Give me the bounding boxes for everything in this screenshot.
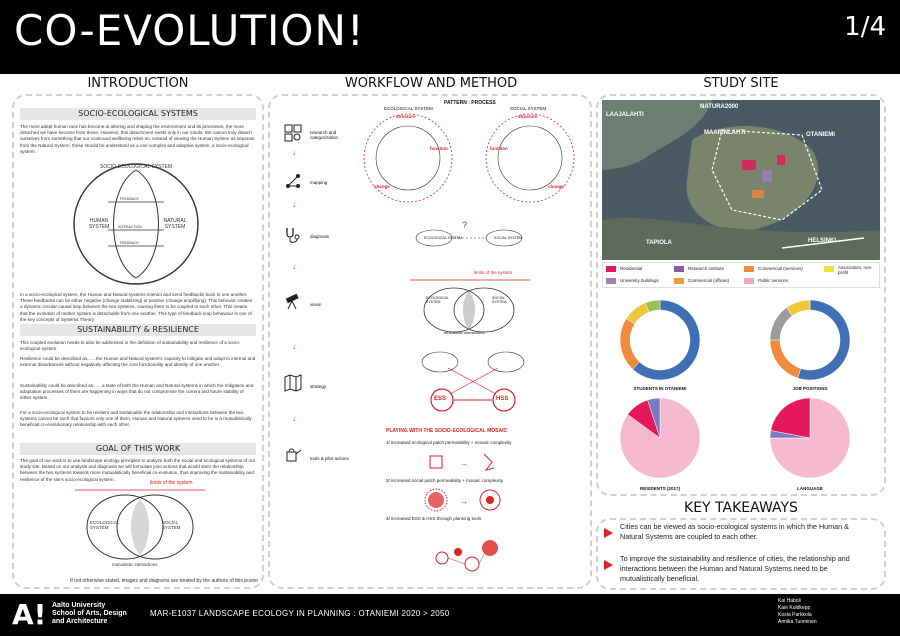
legend-university: University buildings [620, 278, 659, 283]
telescope-icon [284, 292, 302, 310]
step-mapping: mapping [310, 180, 328, 185]
footer-bar [0, 594, 900, 636]
play-item-3: 3/ increased ESS & HSS through planning tools [386, 516, 482, 521]
author: Kaie Kuldkepp [778, 605, 811, 611]
chart-caption-residents: RESIDENTS (2017) [639, 486, 680, 491]
university-name: Aalto University School of Arts, Design and Architecture [52, 602, 127, 625]
takeaway-2: To improve the sustainability and resilience of cities, the relationship and interactions between the Human and Natural Systems need to be mutualistically beneficial. [620, 554, 850, 583]
mosaic-diagrams [424, 448, 544, 588]
research-icon [284, 124, 302, 142]
chart-caption-jobs: JOB POSITIONS [792, 386, 828, 391]
soc-structure-label: structure [518, 114, 538, 119]
goal-paragraph: The goal of our work is to use landscape ecology principles to analyze both the social and ecological systems of our study site. Based on our analysis and diagnosis we will formulate joint actions that would steer the relationship between the two systems towards more mutualistically beneficial co-evolution, thus improving the sustainability and resilience of the site's socio-ecological system. [20, 458, 256, 482]
intro-paragraph-2: In a socio-ecological system, the Human and Natural systems interact and send feedbacks back to one another. These feedbacks can be either negative (change stabilizing) or positive (change amplifying). This behavior creates a dynamic circular causal loop between the two systems, causing them to be coupled to each other. This means that the evolution of neither system is detachable from one another. This type of feedback loop behaviour is one of the key concepts of Systems Theory. [20, 292, 253, 322]
human-system-label: HUMAN SYSTEM [88, 218, 110, 230]
map-label-tapiola: TAPIOLA [646, 240, 672, 246]
sustainability-heading: SUSTAINABILITY & RESILIENCE [20, 324, 256, 336]
bullet-arrow-icon [604, 560, 613, 570]
socio-ecological-heading: SOCIO-ECOLOGICAL SYSTEMS [20, 108, 256, 120]
eco-system-label: ECOLOGICAL SYSTEM [384, 106, 433, 111]
site-charts [600, 296, 884, 492]
mosaic-title: PLAYING WITH THE SOCIO-ECOLOGICAL MOSAIC [386, 428, 508, 434]
sustainability-paragraph: This coupled evolution needs to also be addressed in the definition of sustainability and resilience of a socio-ecological system. [20, 340, 241, 352]
wf-venn-soc: SOCIAL SYSTEM [492, 296, 507, 304]
map-label-helsinki: HELSINKI [808, 238, 837, 244]
legend-swatch-residential [606, 266, 616, 272]
play-item-2: 2/ increased social patch permeability + mosaic complexity [386, 478, 503, 483]
map-label-maarinlahti: MAARINLAHTI [704, 130, 746, 136]
chart-slice-0-2 [626, 303, 649, 324]
play-item-3-text: increased ESS & HSS through planning tools [391, 516, 482, 521]
study-site-heading: STUDY SITE [703, 76, 779, 91]
arrow-down-icon: ↓ [292, 148, 296, 157]
legend-research: Research institute [688, 266, 725, 271]
venn-limits-label: limits of the system [150, 480, 193, 486]
map-label-otaniemi: OTANIEMI [806, 132, 835, 138]
author: Kai Haboli [778, 598, 801, 604]
wf-venn-mutual: mutualistic interactions [444, 330, 485, 335]
eco-change-label: change [374, 184, 390, 189]
hss-label: HSS [496, 396, 509, 402]
author: Kosta Parkkola [778, 612, 812, 618]
wf-limits-label: limits of the system [474, 270, 513, 275]
page-number: 1/4 [844, 12, 886, 42]
arrow-down-icon: ↓ [292, 342, 296, 351]
chart-slice-1-0 [798, 300, 850, 380]
ess-hss-diagram [418, 348, 528, 418]
question-mark: ? [462, 220, 468, 230]
pattern-process-title: PATTERN : PROCESS [444, 100, 496, 106]
legend-commercial-services: Commercial (services) [758, 266, 803, 271]
chart-slice-1-2 [770, 308, 792, 340]
eco-function-label: function [430, 146, 448, 151]
sustainability-definition: Sustainability could be described as... ...a state of both the Human and Natural systems in which the mitigation and adaptation processes of them are happening in ways that do not compromise the current and future stability of either system. [20, 383, 254, 401]
poster-title: CO-EVOLUTION! [14, 6, 365, 55]
soc-inner-circle [498, 126, 562, 190]
svg-text:→: → [460, 497, 468, 506]
mutualism-paragraph: For a socio-ecological system to be resilient and sustainable the relationship and interactions between the two systems cannot be such that favours only one of them. Human and Natural systems need to be in a mutualistically beneficial co-evolutionary relationship with each other. [20, 410, 252, 428]
intro-paragraph-1: The more adept human race has become at altering and shaping the environment and its processes, the more detached we have become from these. However, this detachment exists only in our minds. We cannot truly detach ourselves from something that our continued wellbeing relies on. Instead of viewing the Human System as separate from the Natural System, these should be understood as a one complex and adaptive system, a socio-ecological system. [20, 124, 255, 154]
aerial-map [602, 100, 880, 260]
attribution-note: If not otherwise stated, images and diagrams are treated by the authors of this poster [70, 578, 259, 584]
feedback-top-label: FEEDBACK [120, 197, 139, 201]
ess-label: ESS [434, 396, 447, 402]
course-title: MAR-E1037 LANDSCAPE ECOLOGY IN PLANNING : OTANIEMI 2020 > 2050 [150, 609, 450, 618]
interaction-label: INTERACTION [118, 225, 142, 229]
takeaway-1: Cities can be viewed as socio-ecological systems in which the Human & Natural Systems are coupled to each other. [620, 522, 849, 541]
natural-system-label: NATURAL SYSTEM [163, 218, 187, 230]
arrow-down-icon: ↓ [292, 414, 296, 423]
workflow-heading: WORKFLOW AND METHOD [344, 76, 518, 91]
soc-system-label: SOCIAL SYSTEM [510, 106, 547, 111]
venn-mutualistic-label: mutualistic interactions [112, 562, 158, 567]
legend-swatch-commercial-services [744, 266, 754, 272]
ring-label: SOCIO-ECOLOGICAL SYSTEM [100, 164, 173, 170]
soc-function-label: function [490, 146, 508, 151]
authors-list [778, 598, 817, 626]
step-strategy: strategy [310, 384, 327, 389]
venn-ecological-label: ECOLOGICAL SYSTEM [90, 520, 120, 530]
feedback-bottom-label: FEEDBACK [120, 241, 139, 245]
wf-venn-eco: ECOLOGICAL SYSTEM [426, 296, 449, 304]
venn-social-label: SOCIAL SYSTEM [162, 520, 181, 530]
legend-swatch-commercial-offices [674, 278, 684, 284]
overlap-area [131, 499, 149, 555]
step-tools: tools & pilot actions [310, 456, 349, 461]
chart-slice-1-1 [770, 340, 801, 378]
play-item-1: 1/ increased ecological patch permeability + mosaic complexity [386, 440, 512, 445]
legend-swatch-association [824, 266, 834, 272]
legend-residential: Residential [620, 266, 643, 271]
chart-slice-0-1 [620, 319, 639, 370]
map-icon [284, 374, 302, 392]
legend-association: Association, non-profit [838, 265, 873, 275]
map-label-natura: NATURA2000 [700, 104, 739, 110]
eco-structure-label: structure [396, 114, 416, 119]
play-item-1-text: increased ecological patch permeability + mosaic complexity [391, 440, 512, 445]
author: Annika Tuominen [778, 619, 817, 625]
chart-caption-language: LANGUAGE [797, 486, 823, 491]
soc-change-label: change [548, 184, 564, 189]
resilience-definition: Resilience could be described as... ...the Human and Natural system's capacity to mitigate and adapt to internal and external disturbances without negatively affecting the core functionality and identity of one another. [20, 356, 256, 368]
step-vision: vision [310, 302, 322, 307]
step-research: research and categorization [310, 130, 339, 140]
arrow-down-icon: ↓ [292, 262, 296, 271]
q-eco-label: ECOLOGICAL SYSTEM [424, 236, 462, 240]
stethoscope-icon [284, 226, 302, 244]
legend-swatch-research [674, 266, 684, 272]
legend-swatch-public [744, 278, 754, 284]
chart-caption-students: STUDENTS IN OTANIEMI [633, 386, 687, 391]
play-item-2-text: increased social patch permeability + mosaic complexity [391, 478, 503, 483]
svg-text:→: → [460, 459, 468, 468]
goal-heading: GOAL OF THIS WORK [20, 443, 256, 455]
aalto-logo: A! [12, 598, 47, 631]
divider-right [136, 170, 159, 278]
takeaways-heading: KEY TAKEAWAYS [684, 500, 798, 516]
pattern-process-diagram [360, 112, 580, 212]
map-label-laajalahti: LAAJALAHTI [606, 112, 644, 118]
legend-swatch-university [606, 278, 616, 284]
legend-commercial-offices: Commercial (offices) [688, 278, 730, 283]
mapping-icon [284, 172, 302, 190]
bullet-arrow-icon [604, 528, 613, 538]
title-bar [0, 0, 900, 74]
watering-can-icon [284, 446, 302, 464]
step-diagnosis: diagnosis [310, 234, 330, 239]
q-soc-label: SOCIAL SYSTEM [494, 236, 523, 240]
arrow-down-icon: ↓ [292, 200, 296, 209]
divider-left [114, 170, 137, 278]
intro-heading: INTRODUCTION [87, 76, 189, 91]
eco-inner-circle [376, 126, 440, 190]
legend-public: Public services [758, 278, 789, 283]
